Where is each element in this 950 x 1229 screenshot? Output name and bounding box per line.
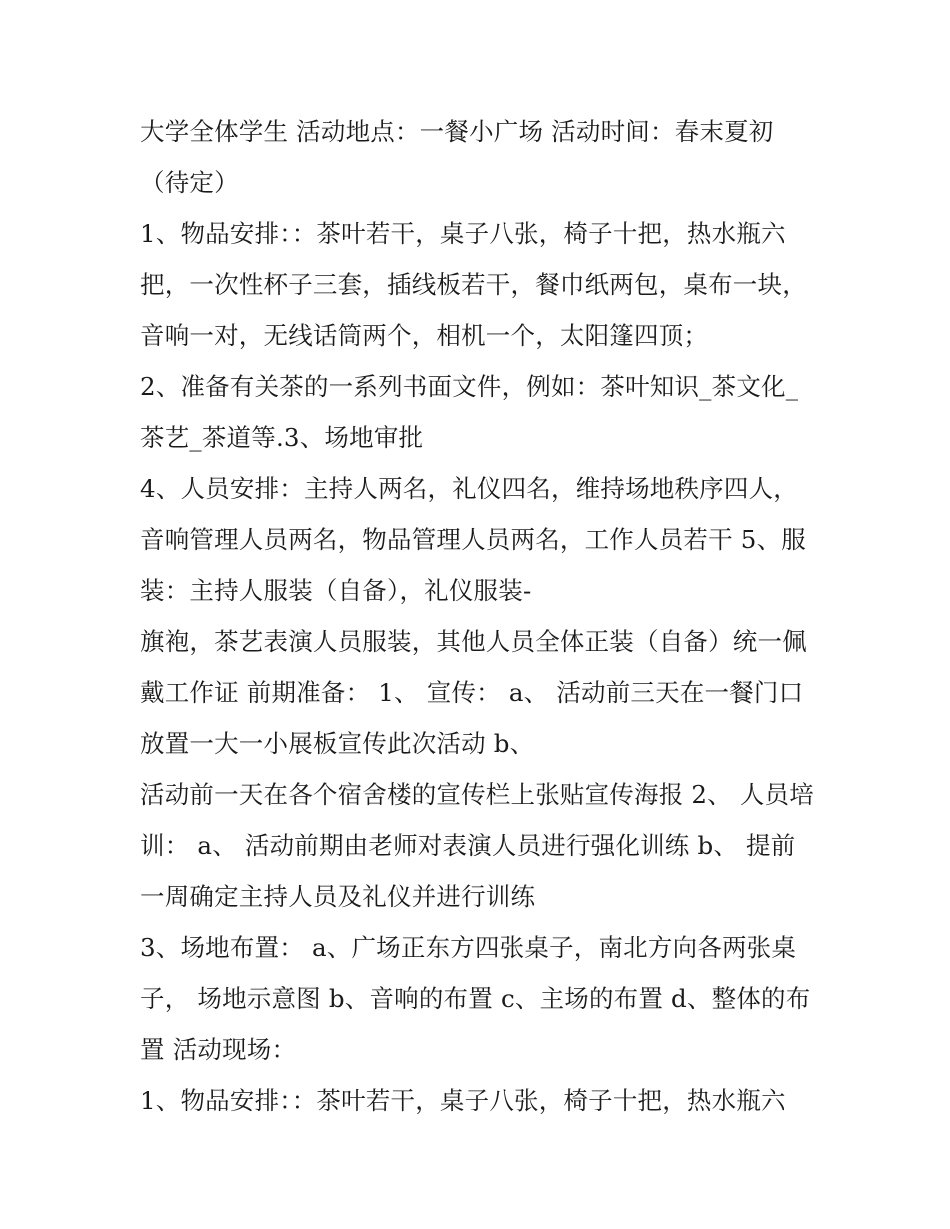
text-line-8: 4、人员安排：主持人两名，礼仪四名，维持场地秩序四人， <box>140 474 798 503</box>
document-body <box>140 106 830 1126</box>
text-line-3: 1、物品安排：：茶叶若干，桌子八张，椅子十把，热水瓶六 <box>140 219 786 248</box>
text-line-1: 大学全体学生 活动地点：一餐小广场 活动时间：春末夏初 <box>140 117 774 146</box>
text-line-10: 装：主持人服装（自备），礼仪服装- <box>140 576 532 605</box>
text-line-17: 3、场地布置： a、广场正东方四张桌子，南北方向各两张桌 <box>140 933 797 962</box>
text-line-18: 子， 场地示意图 b、音响的布置 c、主场的布置 d、整体的布 <box>140 984 811 1013</box>
text-line-2: （待定） <box>140 168 239 197</box>
text-line-11: 旗袍，茶艺表演人员服装，其他人员全体正装（自备）统一佩 <box>140 627 807 656</box>
text-line-7: 茶艺_茶道等.3、场地审批 <box>140 423 424 452</box>
text-line-9: 音响管理人员两名，物品管理人员两名，工作人员若干 5、服 <box>140 525 806 554</box>
text-line-12: 戴工作证 前期准备： 1、 宣传： a、 活动前三天在一餐门口 <box>140 678 804 707</box>
text-line-16: 一周确定主持人员及礼仪并进行训练 <box>140 882 536 911</box>
text-line-4: 把，一次性杯子三套，插线板若干，餐巾纸两包，桌布一块， <box>140 270 807 299</box>
text-line-19: 置 活动现场： <box>140 1035 297 1064</box>
text-line-20: 1、物品安排：：茶叶若干，桌子八张，椅子十把，热水瓶六 <box>140 1086 786 1115</box>
text-line-5: 音响一对，无线话筒两个，相机一个，太阳篷四顶； <box>140 321 709 350</box>
text-line-15: 训： a、 活动前期由老师对表演人员进行强化训练 b、 提前 <box>140 831 796 860</box>
text-line-13: 放置一大一小展板宣传此次活动 b、 <box>140 729 535 758</box>
text-line-14: 活动前一天在各个宿舍楼的宣传栏上张贴宣传海报 2、 人员培 <box>140 780 814 809</box>
text-line-6: 2、准备有关茶的一系列书面文件，例如：茶叶知识_茶文化_ <box>140 372 799 401</box>
